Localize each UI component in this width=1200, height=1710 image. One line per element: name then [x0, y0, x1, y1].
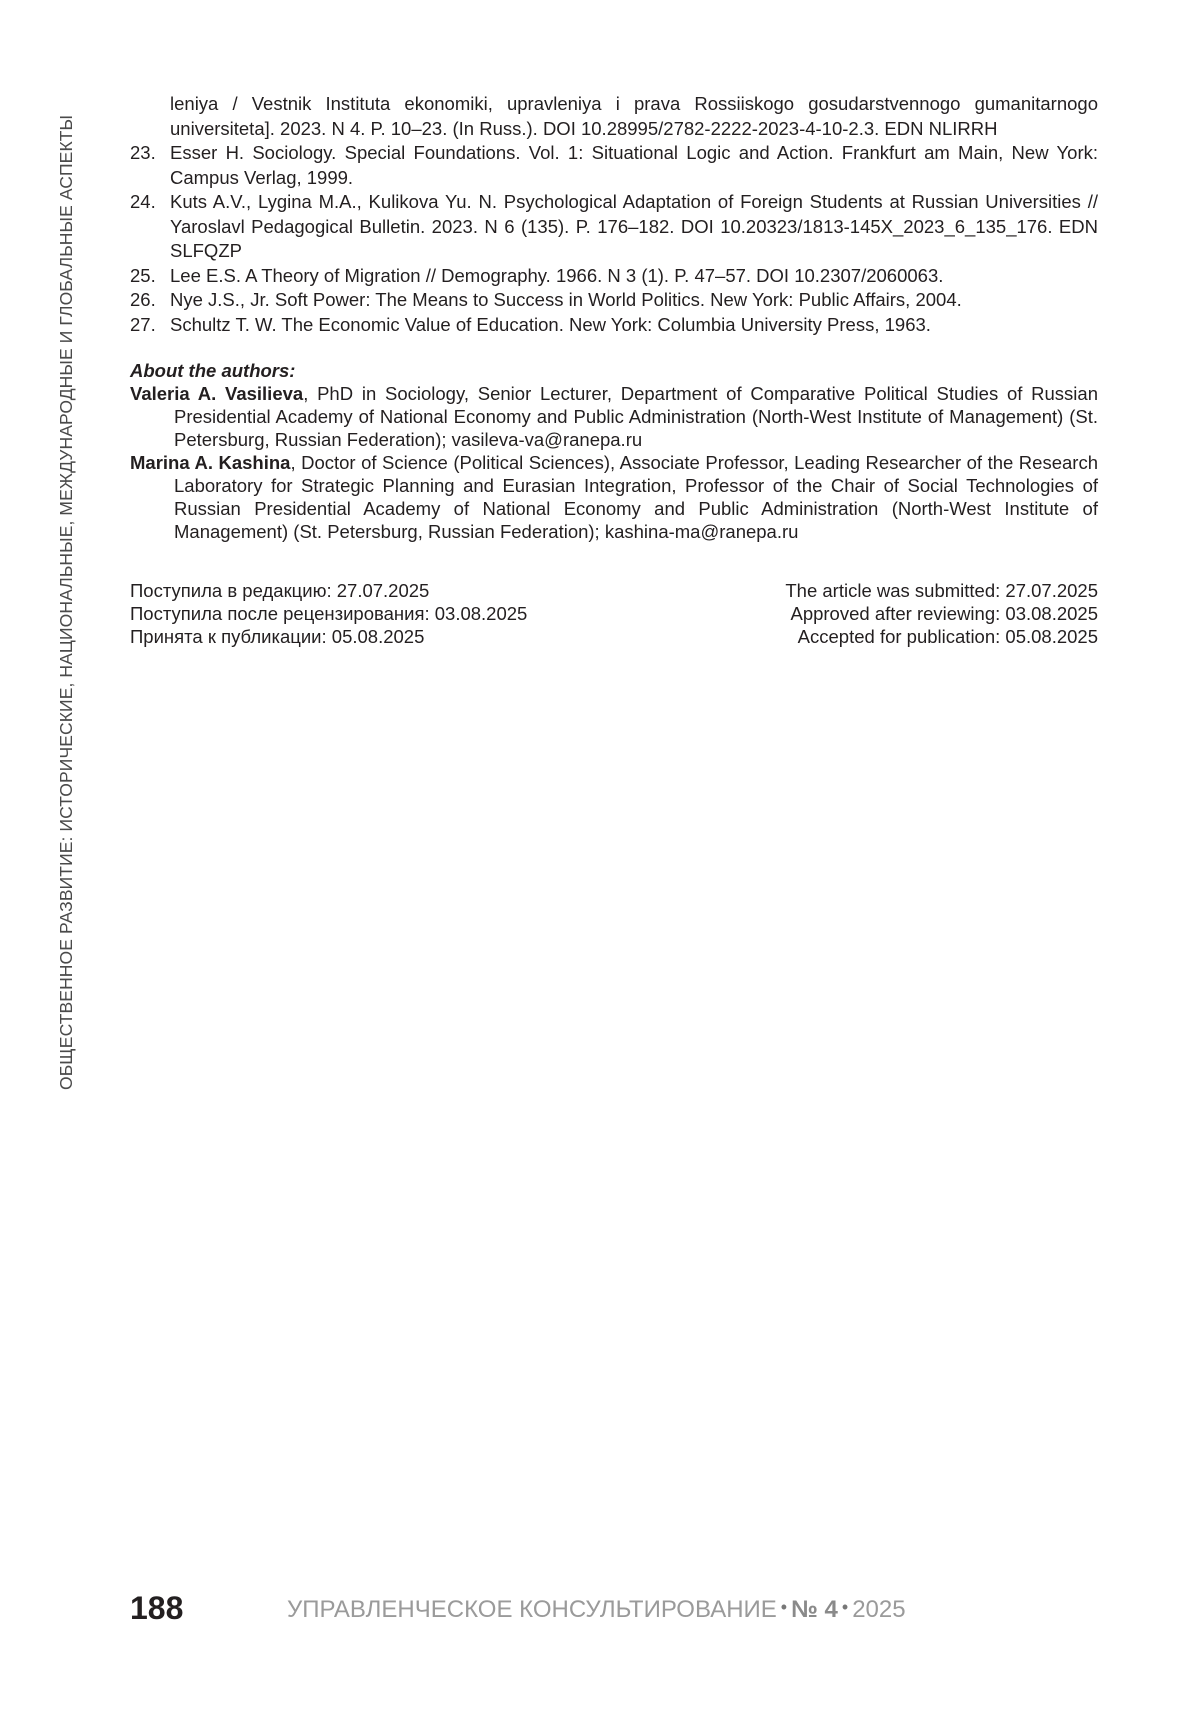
reference-text: Kuts A.V., Lygina M.A., Kulikova Yu. N. Psychological Adaptation of Foreign Students at Russian Universities // Yaroslavl Pedagogical Bulletin. 2023. N 6 (135). P. 176–182. DOI 10.20323/1813-145X_2023_6_135_176. EDN SLFQZP [170, 191, 1098, 261]
reference-item [130, 313, 1098, 338]
separator-dot: • [777, 1597, 791, 1617]
reference-item [130, 288, 1098, 313]
running-head-vertical: ОБЩЕСТВЕННОЕ РАЗВИТИЕ: ИСТОРИЧЕСКИЕ, НАЦИОНАЛЬНЫЕ, МЕЖДУНАРОДНЫЕ И ГЛОБАЛЬНЫЕ АСПЕКТЫ [56, 90, 77, 1090]
reference-number: 26. [130, 288, 156, 313]
reference-item [130, 92, 1098, 141]
page-footer [130, 1590, 1098, 1630]
reference-text: Lee E.S. A Theory of Migration // Demography. 1966. N 3 (1). P. 47–57. DOI 10.2307/2060063. [170, 265, 943, 286]
author-name: Valeria A. Vasilieva [130, 383, 303, 404]
date-accepted-en: Accepted for publication: 05.08.2025 [785, 625, 1098, 648]
reference-number: 23. [130, 141, 156, 166]
reference-number: 27. [130, 313, 156, 338]
dates-russian [130, 579, 527, 648]
reference-item [130, 264, 1098, 289]
date-reviewed-en: Approved after reviewing: 03.08.2025 [785, 602, 1098, 625]
issue-year: 2025 [852, 1596, 905, 1623]
author-details: , PhD in Sociology, Senior Lecturer, Department of Comparative Political Studies of Russian Presidential Academy of National Economy and Public Administration (North-West Institute of Management) (St. Petersburg, Russian Federation); vasileva-va@ranepa.ru [174, 383, 1098, 450]
page-number: 188 [130, 1590, 183, 1627]
journal-title-line [287, 1596, 906, 1624]
author-details: , Doctor of Science (Political Sciences), Associate Professor, Leading Researcher of the Research Laboratory for Strategic Planning and Eurasian Integration, Professor of the Chair of Social Technologies of Russian Presidential Academy of National Economy and Public Administration (North-West Institute of Management) (St. Petersburg, Russian Federation); kashina-ma@ranepa.ru [174, 452, 1098, 542]
date-submitted-en: The article was submitted: 27.07.2025 [785, 579, 1098, 602]
dates-english [785, 579, 1098, 648]
reference-text: leniya / Vestnik Instituta ekonomiki, upravleniya i prava Rossiiskogo gosudarstvennogo gumanitarnogo universiteta]. 2023. N 4. P. 10–23. (In Russ.). DOI 10.28995/2782-2222-2023-4-10-2.3. EDN NLIRRH [170, 93, 1098, 139]
reference-number: 25. [130, 264, 156, 289]
reference-item [130, 190, 1098, 264]
reference-text: Schultz T. W. The Economic Value of Education. New York: Columbia University Press, 1963. [170, 314, 931, 335]
page-content [130, 92, 1098, 648]
reference-number: 24. [130, 190, 156, 215]
reference-text: Esser H. Sociology. Special Foundations. Vol. 1: Situational Logic and Action. Frankfurt am Main, New York: Campus Verlag, 1999. [170, 142, 1098, 188]
reference-item [130, 141, 1098, 190]
date-submitted-ru: Поступила в редакцию: 27.07.2025 [130, 579, 527, 602]
author-entry [130, 451, 1098, 543]
date-accepted-ru: Принята к публикации: 05.08.2025 [130, 625, 527, 648]
reference-list [130, 92, 1098, 337]
issue-number: № 4 [791, 1596, 838, 1623]
journal-title: УПРАВЛЕНЧЕСКОЕ КОНСУЛЬТИРОВАНИЕ [287, 1596, 777, 1623]
article-dates [130, 579, 1098, 648]
about-authors-heading: About the authors: [130, 359, 1098, 382]
author-name: Marina A. Kashina [130, 452, 290, 473]
author-entry [130, 382, 1098, 451]
separator-dot: • [838, 1597, 852, 1617]
reference-text: Nye J.S., Jr. Soft Power: The Means to Success in World Politics. New York: Public Affairs, 2004. [170, 289, 962, 310]
date-reviewed-ru: Поступила после рецензирования: 03.08.2025 [130, 602, 527, 625]
